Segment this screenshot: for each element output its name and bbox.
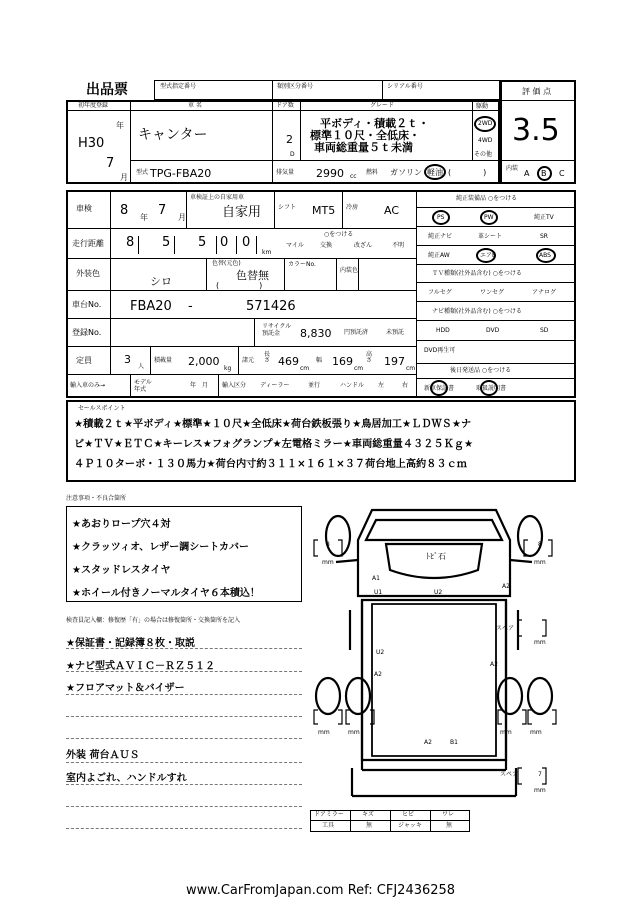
mileage-digit: 0	[242, 235, 251, 250]
notes-label: 注意事項・不良合箇所	[66, 495, 127, 502]
chassis-number: 571426	[246, 299, 296, 314]
length-value: 469	[278, 355, 299, 368]
navi-sd: SD	[540, 327, 549, 334]
doors-unit: D	[290, 151, 295, 158]
chassis-label: 車台No.	[72, 300, 102, 309]
reg-label: 登録No.	[72, 328, 102, 337]
tamper-label: 改ざん	[354, 242, 373, 249]
spare1-label: スペア	[496, 625, 515, 632]
repair-item-2: ★ナビ型式ＡＶＩＣ－ＲＺ５１２	[66, 661, 215, 672]
unknown-label: 不明	[392, 242, 405, 249]
navi-dvd: DVD	[486, 327, 500, 334]
replace-label: 交換	[320, 242, 333, 249]
rating-score: 3.5	[512, 113, 560, 148]
after-manual: 取扱説明書	[476, 385, 507, 392]
header-codes-box	[154, 80, 500, 100]
displacement-value: 2990	[316, 167, 344, 180]
code-a2-mid: A2	[374, 671, 382, 678]
original-color-value: 色替無	[236, 269, 269, 282]
grade-line-2: 標準１０尺・全低床・	[310, 129, 420, 142]
equip-ps: PS	[437, 214, 445, 221]
mileage-circle-note: ○をつける	[324, 231, 354, 238]
legend-tool: 工具	[322, 822, 335, 829]
tv-title: ＴＶ種類(社外品含む) ○をつける	[432, 270, 522, 277]
route-dealer: ディーラー	[260, 382, 290, 389]
equip-pw: PW	[484, 214, 494, 221]
width-label: 幅	[316, 357, 323, 364]
tv-fullseg: フルセグ	[428, 289, 452, 296]
car-name: キャンター	[138, 127, 208, 143]
sales-label: セールスポイント	[78, 405, 126, 412]
import-route-label: 輸入区分	[222, 382, 247, 389]
height-label: 高さ	[366, 351, 373, 364]
note-item-1: ★あおりロープ穴４対	[72, 519, 171, 530]
spare2-value: 7	[538, 771, 542, 778]
code-a2-bottom: A2	[424, 739, 432, 746]
mileage-unit: km	[262, 249, 272, 256]
footer-ref: www.CarFromJapan.com Ref: CFJ2436258	[186, 883, 456, 898]
load-label: 積載量	[154, 357, 173, 364]
length-label: 長さ	[264, 351, 271, 364]
mileage-digit: 5	[162, 235, 171, 250]
spare2-label: スペア	[500, 771, 519, 778]
navi-title: ナビ種類(社外品含む) ○をつける	[432, 308, 522, 315]
handle-label: ハンドル	[340, 382, 365, 389]
tire-fr-unit: mm	[534, 559, 546, 566]
fuel-diesel: 軽油	[427, 168, 443, 177]
capacity-unit: 人	[138, 363, 145, 370]
rating-label: 評 価 点	[522, 87, 552, 96]
interior-color-label: 内装色	[340, 267, 359, 274]
height-unit: cm	[406, 365, 416, 372]
grade-line-3: 車両総重量５ｔ未満	[314, 141, 413, 154]
type-no-label: 型式指定番号	[160, 83, 197, 90]
tv-analog: アナログ	[532, 289, 557, 296]
size-label: 諸元	[242, 357, 255, 364]
code-a2-right2: A2	[490, 661, 498, 668]
equip-navi: 純正ナビ	[428, 233, 453, 240]
load-value: 2,000	[188, 355, 220, 368]
drive-other: その他	[474, 151, 493, 158]
original-color-paren: ( )	[216, 281, 263, 290]
import-label: 輸入車のみ→	[70, 382, 106, 389]
car-name-label: 車 名	[188, 102, 202, 109]
tire-rl2-unit: mm	[348, 729, 360, 736]
class-no-label: 類別区分番号	[277, 83, 314, 90]
sales-line-1: ★積載２ｔ★平ボディ★標準★１０尺★全低床★荷台鉄板張り★鳥居加工★ＬＤＷＳ★ナ	[74, 419, 472, 430]
recycle-unpaid: 未預託	[386, 329, 405, 336]
note-item-2: ★クラッツィオ、レザー調シートカバー	[72, 542, 249, 553]
tv-oneseg: ワンセグ	[480, 289, 505, 296]
ac-label: 冷房	[346, 204, 359, 211]
year-value: H30	[78, 136, 105, 151]
drive-2wd: 2WD	[478, 120, 493, 127]
repair-item-5: 外装 荷台ＡＵＳ	[66, 750, 140, 761]
sales-line-3: ４Ｐ１０ターボ・１３０馬力★荷台内寸約３１１×１６１×３７荷台地上高約８３ｃｍ	[74, 459, 467, 470]
grade-line-1: 平ボディ・積載２ｔ・	[320, 117, 430, 130]
fuel-gasoline: ガソリン	[390, 168, 422, 177]
code-u2-top: U2	[434, 589, 443, 596]
capacity-label: 定員	[76, 356, 92, 365]
model-year-label: モデル年式	[134, 379, 152, 393]
tire-fl-value: 8	[326, 541, 330, 548]
inspection-year-unit: 年	[140, 213, 148, 222]
navi-dvd-play: DVD再生可	[424, 347, 456, 354]
code-a2-right: A2	[502, 583, 510, 590]
month-value: 7	[106, 156, 115, 171]
legend-scratch: キズ	[362, 811, 374, 818]
shift-label: シフト	[278, 204, 297, 211]
handle-right: 右	[402, 382, 409, 389]
code-b1: B1	[450, 739, 458, 746]
legend-crack: ヒビ	[402, 811, 415, 818]
inspection-month: 7	[158, 203, 167, 218]
mile-label: マイル	[286, 242, 304, 249]
inspection-label: 車検	[76, 204, 92, 213]
year-label: 初年度登録	[78, 102, 109, 109]
fuel-other: ( )	[448, 168, 487, 177]
spare2-unit: mm	[534, 787, 546, 794]
interior-a: A	[524, 169, 530, 178]
interior-c: C	[559, 169, 565, 178]
color-value: シロ	[150, 275, 172, 288]
month-unit: 月	[120, 173, 128, 182]
repair-item-3: ★フロアマット＆バイザー	[66, 683, 185, 694]
shift-value: MT5	[312, 204, 336, 217]
after-warranty: 新車保証書	[424, 385, 455, 392]
use-value: 自家用	[222, 205, 262, 220]
load-unit: kg	[224, 365, 232, 372]
mileage-digit: 8	[126, 235, 135, 250]
import-date-label: 年 月	[190, 382, 209, 389]
equip-airbag: エアB	[480, 252, 497, 259]
equip-sr: SR	[540, 233, 548, 240]
navi-hdd: HDD	[436, 327, 450, 334]
displacement-unit: cc	[350, 173, 357, 180]
drive-4wd: 4WD	[478, 137, 493, 144]
note-item-4: ★ホイール付きノーマルタイヤ６本積込！	[72, 588, 260, 599]
capacity-value: 3	[124, 353, 131, 366]
repair-label: 検査員記入欄：修復歴「有」の場合は修復箇所・交換箇所を記入	[66, 617, 241, 624]
fuel-label: 燃料	[366, 169, 379, 176]
grade-label: グレード	[370, 102, 395, 109]
repair-item-6: 室内よごれ、ハンドルすれ	[66, 773, 187, 784]
inspection-month-unit: 月	[178, 213, 186, 222]
code-u1: U1	[374, 589, 383, 596]
sheet-title: 出品票	[86, 82, 128, 98]
tire-rl-unit: mm	[318, 729, 330, 736]
spare1-unit: mm	[534, 639, 546, 646]
model-value: TPG-FBA20	[150, 167, 212, 180]
sales-line-2: ビ★ＴＶ★ＥＴＣ★キーレス★フォグランプ★左電格ミラー★車両総重量４３２５Ｋｇ★	[74, 439, 474, 450]
color-label: 外装色	[76, 269, 100, 278]
height-value: 197	[384, 355, 405, 368]
original-color-label: 色替(元色)	[212, 260, 241, 267]
note-item-3: ★スタッドレスタイヤ	[72, 565, 171, 576]
damage-diagram	[310, 500, 570, 820]
length-unit: cm	[300, 365, 310, 372]
equip-tv: 純正TV	[534, 214, 554, 221]
repair-item-1: ★保証書・記録簿８枚・取説	[66, 638, 195, 649]
chassis-dash: -	[188, 299, 193, 314]
equip-title: 純正装備品 ○をつける	[456, 195, 518, 202]
legend-fracture: ワレ	[442, 811, 455, 818]
drive-label: 駆動	[476, 103, 489, 110]
code-u2-mid: U2	[376, 649, 385, 656]
width-unit: cm	[354, 365, 364, 372]
doors-label: ドア数	[276, 102, 294, 109]
legend-mirror: ドアミラー	[314, 811, 344, 818]
chassis-prefix: FBA20	[130, 299, 172, 314]
color-code-label: カラーNo.	[288, 261, 316, 268]
mileage-digit: 5	[198, 235, 207, 250]
handle-left: 左	[378, 382, 385, 389]
equip-leather: 革シート	[478, 233, 503, 240]
width-value: 169	[332, 355, 353, 368]
legend-jack: ジャッキ	[398, 822, 422, 829]
doors-value: 2	[286, 133, 293, 146]
equip-abs: ABS	[539, 252, 551, 259]
mileage-digit: 0	[220, 235, 229, 250]
after-title: 後日発送品 ○をつける	[450, 367, 512, 374]
recycle-value: 8,830	[300, 327, 332, 340]
serial-no-label: シリアル番号	[387, 83, 423, 90]
model-label: 型式	[136, 169, 149, 176]
bed-label: ﾄﾋﾞ石	[426, 552, 446, 561]
interior-label: 内装	[506, 165, 519, 172]
legend-tool-value: 無	[366, 822, 373, 829]
code-a1-top: A1	[372, 575, 380, 582]
legend-jack-value: 無	[446, 822, 453, 829]
tire-rr2-unit: mm	[530, 729, 542, 736]
tire-rr-unit: mm	[500, 729, 512, 736]
year-unit: 年	[116, 121, 124, 130]
route-parallel: 並行	[308, 382, 321, 389]
interior-b: B	[541, 169, 547, 178]
ac-value: AC	[384, 204, 400, 217]
mileage-label: 走行距離	[72, 239, 104, 248]
tire-fr-value: 8	[538, 541, 542, 548]
inspection-year: 8	[120, 203, 129, 218]
tire-fl-unit: mm	[322, 559, 334, 566]
displacement-label: 排気量	[276, 169, 295, 176]
use-label: 車検証上の自家用車	[190, 194, 245, 201]
recycle-unit: 円預託済	[344, 329, 369, 336]
recycle-label: リサイクル預託金	[262, 323, 292, 337]
equip-aw: 純正AW	[428, 252, 450, 259]
